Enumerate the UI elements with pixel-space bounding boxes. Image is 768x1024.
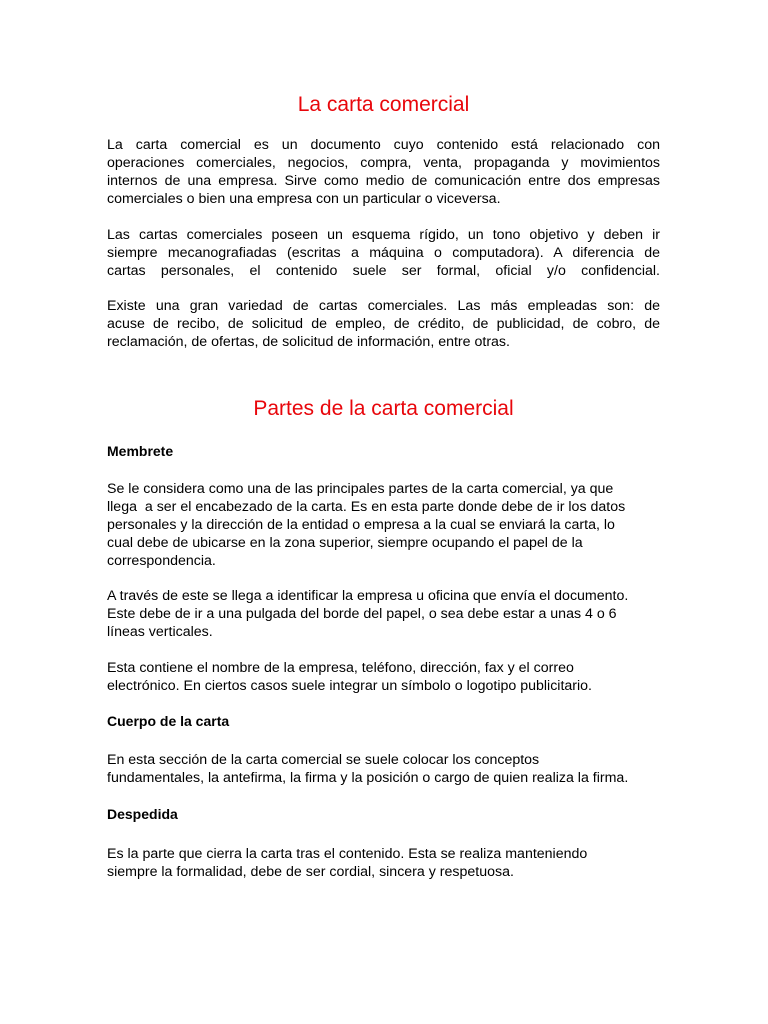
text-line: En esta sección de la carta comercial se suele colocar los conceptos [107, 752, 540, 768]
text-line: comerciales o bien una empresa con un particular o viceversa. [107, 191, 501, 207]
text-line: reclamación, de ofertas, de solicitud de información, entre otras. [107, 334, 510, 350]
despedida-heading: Despedida [107, 806, 178, 822]
text-line: siempre mecanografiadas (escritas a máquina o computadora). A diferencia de [107, 245, 660, 261]
text-line: personales y la dirección de la entidad o empresa a la cual se enviará la carta, lo [107, 517, 615, 533]
text-line: acuse de recibo, de solicitud de empleo, de crédito, de publicidad, de cobro, de [107, 316, 660, 332]
text-line: Esta contiene el nombre de la empresa, teléfono, dirección, fax y el correo [107, 660, 574, 676]
text-line: Las cartas comerciales poseen un esquema rígido, un tono objetivo y deben ir [107, 227, 660, 243]
text-line: electrónico. En ciertos casos suele integrar un símbolo o logotipo publicitario. [107, 678, 593, 694]
text-line: Este debe de ir a una pulgada del borde del papel, o sea debe estar a unas 4 o 6 [107, 606, 617, 622]
text-line: Existe una gran variedad de cartas comerciales. Las más empleadas son: de [107, 298, 660, 314]
text-line: llega a ser el encabezado de la carta. Es en esta parte donde debe de ir los datos [107, 499, 626, 515]
intro-paragraph-2 [107, 226, 660, 280]
text-line: correspondencia. [107, 553, 216, 569]
cuerpo-heading: Cuerpo de la carta [107, 713, 230, 729]
membrete-paragraph-1 [107, 480, 660, 570]
membrete-heading: Membrete [107, 443, 174, 459]
membrete-paragraph-2 [107, 587, 660, 641]
section-title: Partes de la carta comercial [253, 397, 514, 420]
membrete-paragraph-3 [107, 659, 660, 695]
text-line: fundamentales, la antefirma, la firma y la posición o cargo de quien realiza la firma. [107, 770, 629, 786]
text-line: internos de una empresa. Sirve como medio de comunicación entre dos empresas [107, 173, 660, 189]
text-line: Se le considera como una de las principales partes de la carta comercial, ya que [107, 481, 614, 497]
main-title: La carta comercial [297, 93, 470, 116]
text-line: cual debe de ubicarse en la zona superior, siempre ocupando el papel de la [107, 535, 583, 551]
intro-paragraph-1 [107, 136, 660, 208]
despedida-paragraph-1 [107, 845, 660, 881]
intro-paragraph-3 [107, 297, 660, 351]
text-line: cartas personales, el contenido suele ser formal, oficial y/o confidencial. [107, 263, 660, 279]
text-line: líneas verticales. [107, 624, 213, 640]
text-line: siempre la formalidad, debe de ser cordial, sincera y respetuosa. [107, 864, 514, 880]
text-line: La carta comercial es un documento cuyo contenido está relacionado con [107, 137, 660, 153]
cuerpo-paragraph-1 [107, 751, 660, 787]
text-line: A través de este se llega a identificar la empresa u oficina que envía el documento. [107, 588, 629, 604]
text-line: operaciones comerciales, negocios, compra, venta, propaganda y movimientos [107, 155, 660, 171]
text-line: Es la parte que cierra la carta tras el contenido. Esta se realiza manteniendo [107, 846, 588, 862]
